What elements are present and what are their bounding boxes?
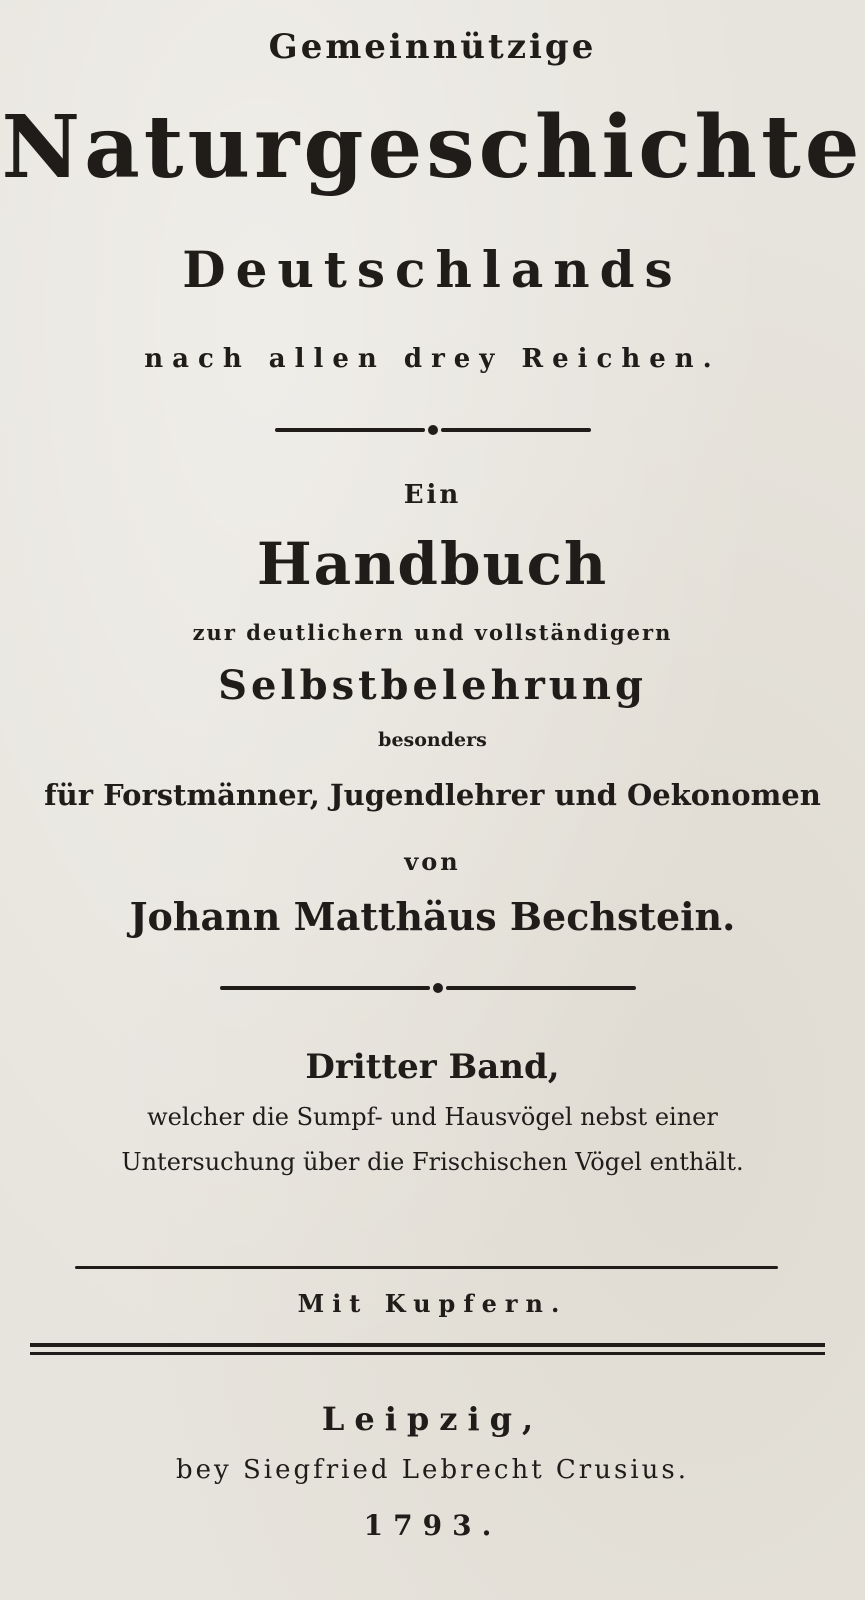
divider-rule [75,1266,778,1269]
divider-dot [433,983,443,993]
text-plates: Mit Kupfern. [297,1289,568,1318]
volume-description-1: welcher die Sumpf- und Hausvögel nebst einer [147,1103,718,1131]
divider-rule [441,428,591,432]
divider-dot [428,425,438,435]
author-name: Johann Matthäus Bechstein. [129,894,736,939]
text-besonders: besonders [378,729,487,751]
text-handbuch: Handbuch [256,530,609,598]
divider-rule [220,986,430,990]
subtitle-gemeinnuetzige: Gemeinnützige [268,27,597,67]
main-title: Naturgeschichte [1,97,864,198]
text-von: von [404,847,461,876]
double-rule-top [30,1343,825,1347]
text-ein: Ein [403,480,462,510]
divider-rule [275,428,425,432]
text-zur: zur deutlichern und vollständigern [192,620,673,645]
double-rule-bottom [30,1352,825,1355]
title-deutschlands: Deutschlands [182,240,683,299]
text-selbstbelehrung: Selbstbelehrung [218,662,647,709]
publisher: bey Siegfried Lebrecht Crusius. [175,1455,689,1485]
text-audience: für Forstmänner, Jugendlehrer und Oekonomen [44,778,821,812]
volume-description-2: Untersuchung über die Frischischen Vögel enthält. [121,1148,744,1176]
publication-place: Leipzig, [321,1400,544,1438]
publication-year: 1793. [363,1509,502,1542]
volume-label: Dritter Band, [305,1047,560,1087]
title-reichen: nach allen drey Reichen. [144,344,721,374]
divider-rule [446,986,636,990]
